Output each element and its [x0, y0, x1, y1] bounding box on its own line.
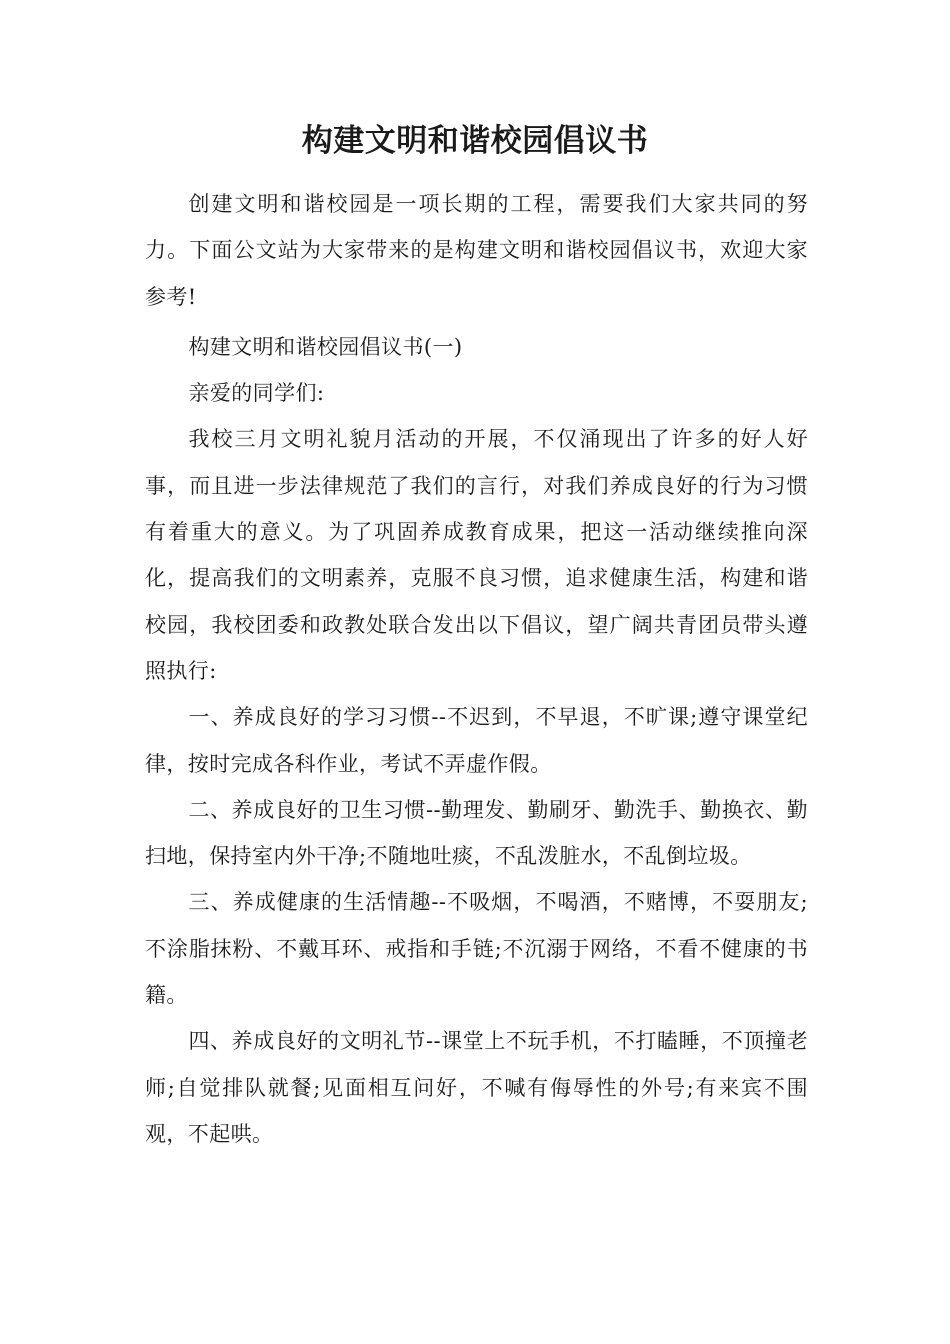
proposal-item-1: 一、养成良好的学习习惯--不迟到，不早退，不旷课;遵守课堂纪律，按时完成各科作业，考试不弄虚作假。	[145, 705, 808, 776]
document-body	[145, 181, 808, 1157]
intro-paragraph: 创建文明和谐校园是一项长期的工程，需要我们大家共同的努力。下面公文站为大家带来的是构建文明和谐校园倡议书，欢迎大家参考!	[145, 192, 808, 309]
document-title: 构建文明和谐校园倡议书	[301, 123, 649, 159]
section-heading: 构建文明和谐校园倡议书(一)	[188, 334, 463, 359]
salutation: 亲爱的同学们:	[188, 381, 325, 406]
proposal-item-4: 四、养成良好的文明礼节--课堂上不玩手机，不打瞌睡，不顶撞老师;自觉排队就餐;见面相互问好，不喊有侮辱性的外号;有来宾不围观，不起哄。	[145, 1029, 808, 1146]
proposal-item-3: 三、养成健康的生活情趣--不吸烟，不喝酒，不赌博，不耍朋友;不涂脂抹粉、不戴耳环、戒指和手链;不沉溺于网络，不看不健康的书籍。	[145, 890, 808, 1008]
proposal-item-2: 二、养成良好的卫生习惯--勤理发、勤刷牙、勤洗手、勤换衣、勤扫地，保持室内外干净;不随地吐痰，不乱泼脏水，不乱倒垃圾。	[145, 797, 808, 869]
body-paragraph: 我校三月文明礼貌月活动的开展，不仅涌现出了许多的好人好事，而且进一步法律规范了我们的言行，对我们养成良好的行为习惯有着重大的意义。为了巩固养成教育成果，把这一活动继续推向深化，提高我们的文明素养，克服不良习惯，追求健康生活，构建和谐校园，我校团委和政教处联合发出以下倡议，望广阔共青团员带头遵照执行:	[145, 427, 808, 683]
